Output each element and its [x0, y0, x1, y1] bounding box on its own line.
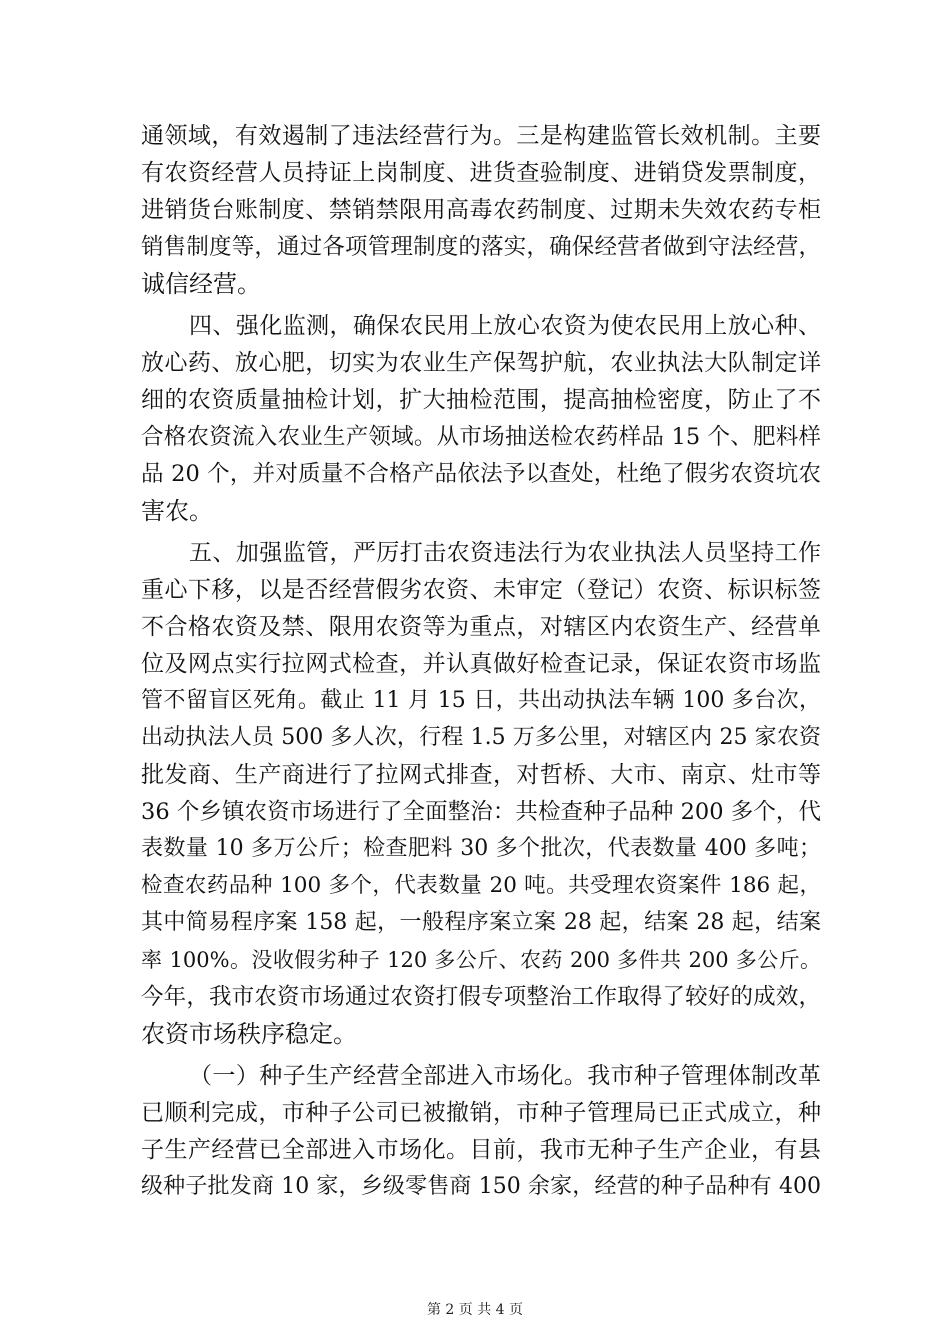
text-line: 四、强化监测，确保农民用上放心农资为使农民用上放心种、 — [189, 313, 821, 339]
text-line: 害农。 — [141, 497, 213, 525]
page-footer — [0, 1300, 950, 1320]
text-line: 不合格农资及禁、限用农资等为重点，对辖区内农资生产、经营单 — [141, 614, 821, 640]
text-line: 通领域，有效遏制了违法经营行为。三是构建监管长效机制。主要 — [141, 123, 821, 149]
text-line: 农资市场秩序稳定。 — [141, 1020, 357, 1048]
page-number-label: 第 2 页 共 4 页 — [426, 1302, 524, 1318]
text-line: （一）种子生产经营全部进入市场化。我市种子管理体制改革 — [189, 1063, 821, 1089]
text-line: 位及网点实行拉网式检查，并认真做好检查记录，保证农资市场监 — [141, 651, 821, 677]
text-line: 诚信经营。 — [141, 270, 261, 298]
text-line: 批发商、生产商进行了拉网式排查，对哲桥、大市、南京、灶市等 — [141, 762, 821, 788]
text-line: 重心下移，以是否经营假劣农资、未审定（登记）农资、标识标签 — [141, 577, 821, 603]
text-line: 表数量 10 多万公斤；检查肥料 30 多个批次，代表数量 400 多吨； — [141, 836, 821, 861]
text-line: 级种子批发商 10 家，乡级零售商 150 余家，经营的种子品种有 400 — [141, 1174, 821, 1199]
text-line: 有农资经营人员持证上岗制度、进货查验制度、进销贷发票制度， — [141, 160, 821, 186]
text-line: 今年，我市农资市场通过农资打假专项整治工作取得了较好的成效， — [141, 984, 821, 1010]
text-line: 销售制度等，通过各项管理制度的落实，确保经营者做到守法经营， — [141, 234, 821, 260]
text-line: 子生产经营已全部进入市场化。目前，我市无种子生产企业，有县 — [141, 1137, 821, 1163]
text-line: 品 20 个，并对质量不合格产品依法予以查处，杜绝了假劣农资坑农 — [141, 461, 821, 487]
text-line: 进销货台账制度、禁销禁限用高毒农药制度、过期未失效农药专柜 — [141, 197, 821, 223]
text-line: 36 个乡镇农资市场进行了全面整治：共检查种子品种 200 多个，代 — [141, 799, 821, 825]
text-line: 管不留盲区死角。截止 11 月 15 日，共出动执法车辆 100 多台次， — [141, 688, 821, 713]
text-line: 率 100%。没收假劣种子 120 多公斤、农药 200 多件共 200 多公斤。 — [141, 948, 821, 972]
text-line: 细的农资质量抽检计划，扩大抽检范围，提高抽检密度，防止了不 — [141, 387, 821, 413]
text-line: 其中简易程序案 158 起，一般程序案立案 28 起，结案 28 起，结案 — [141, 910, 821, 935]
text-line: 合格农资流入农业生产领域。从市场抽送检农药样品 15 个、肥料样 — [141, 424, 821, 450]
text-line: 五、加强监管，严厉打击农资违法行为农业执法人员坚持工作 — [189, 540, 821, 566]
text-line: 出动执法人员 500 多人次，行程 1.5 万多公里，对辖区内 25 家农资 — [141, 725, 821, 750]
text-line: 已顺利完成，市种子公司已被撤销，市种子管理局已正式成立，种 — [141, 1100, 821, 1126]
text-line: 检查农药品种 100 多个，代表数量 20 吨。共受理农资案件 186 起， — [141, 873, 821, 898]
text-line: 放心药、放心肥，切实为农业生产保驾护航，农业执法大队制定详 — [141, 350, 821, 376]
